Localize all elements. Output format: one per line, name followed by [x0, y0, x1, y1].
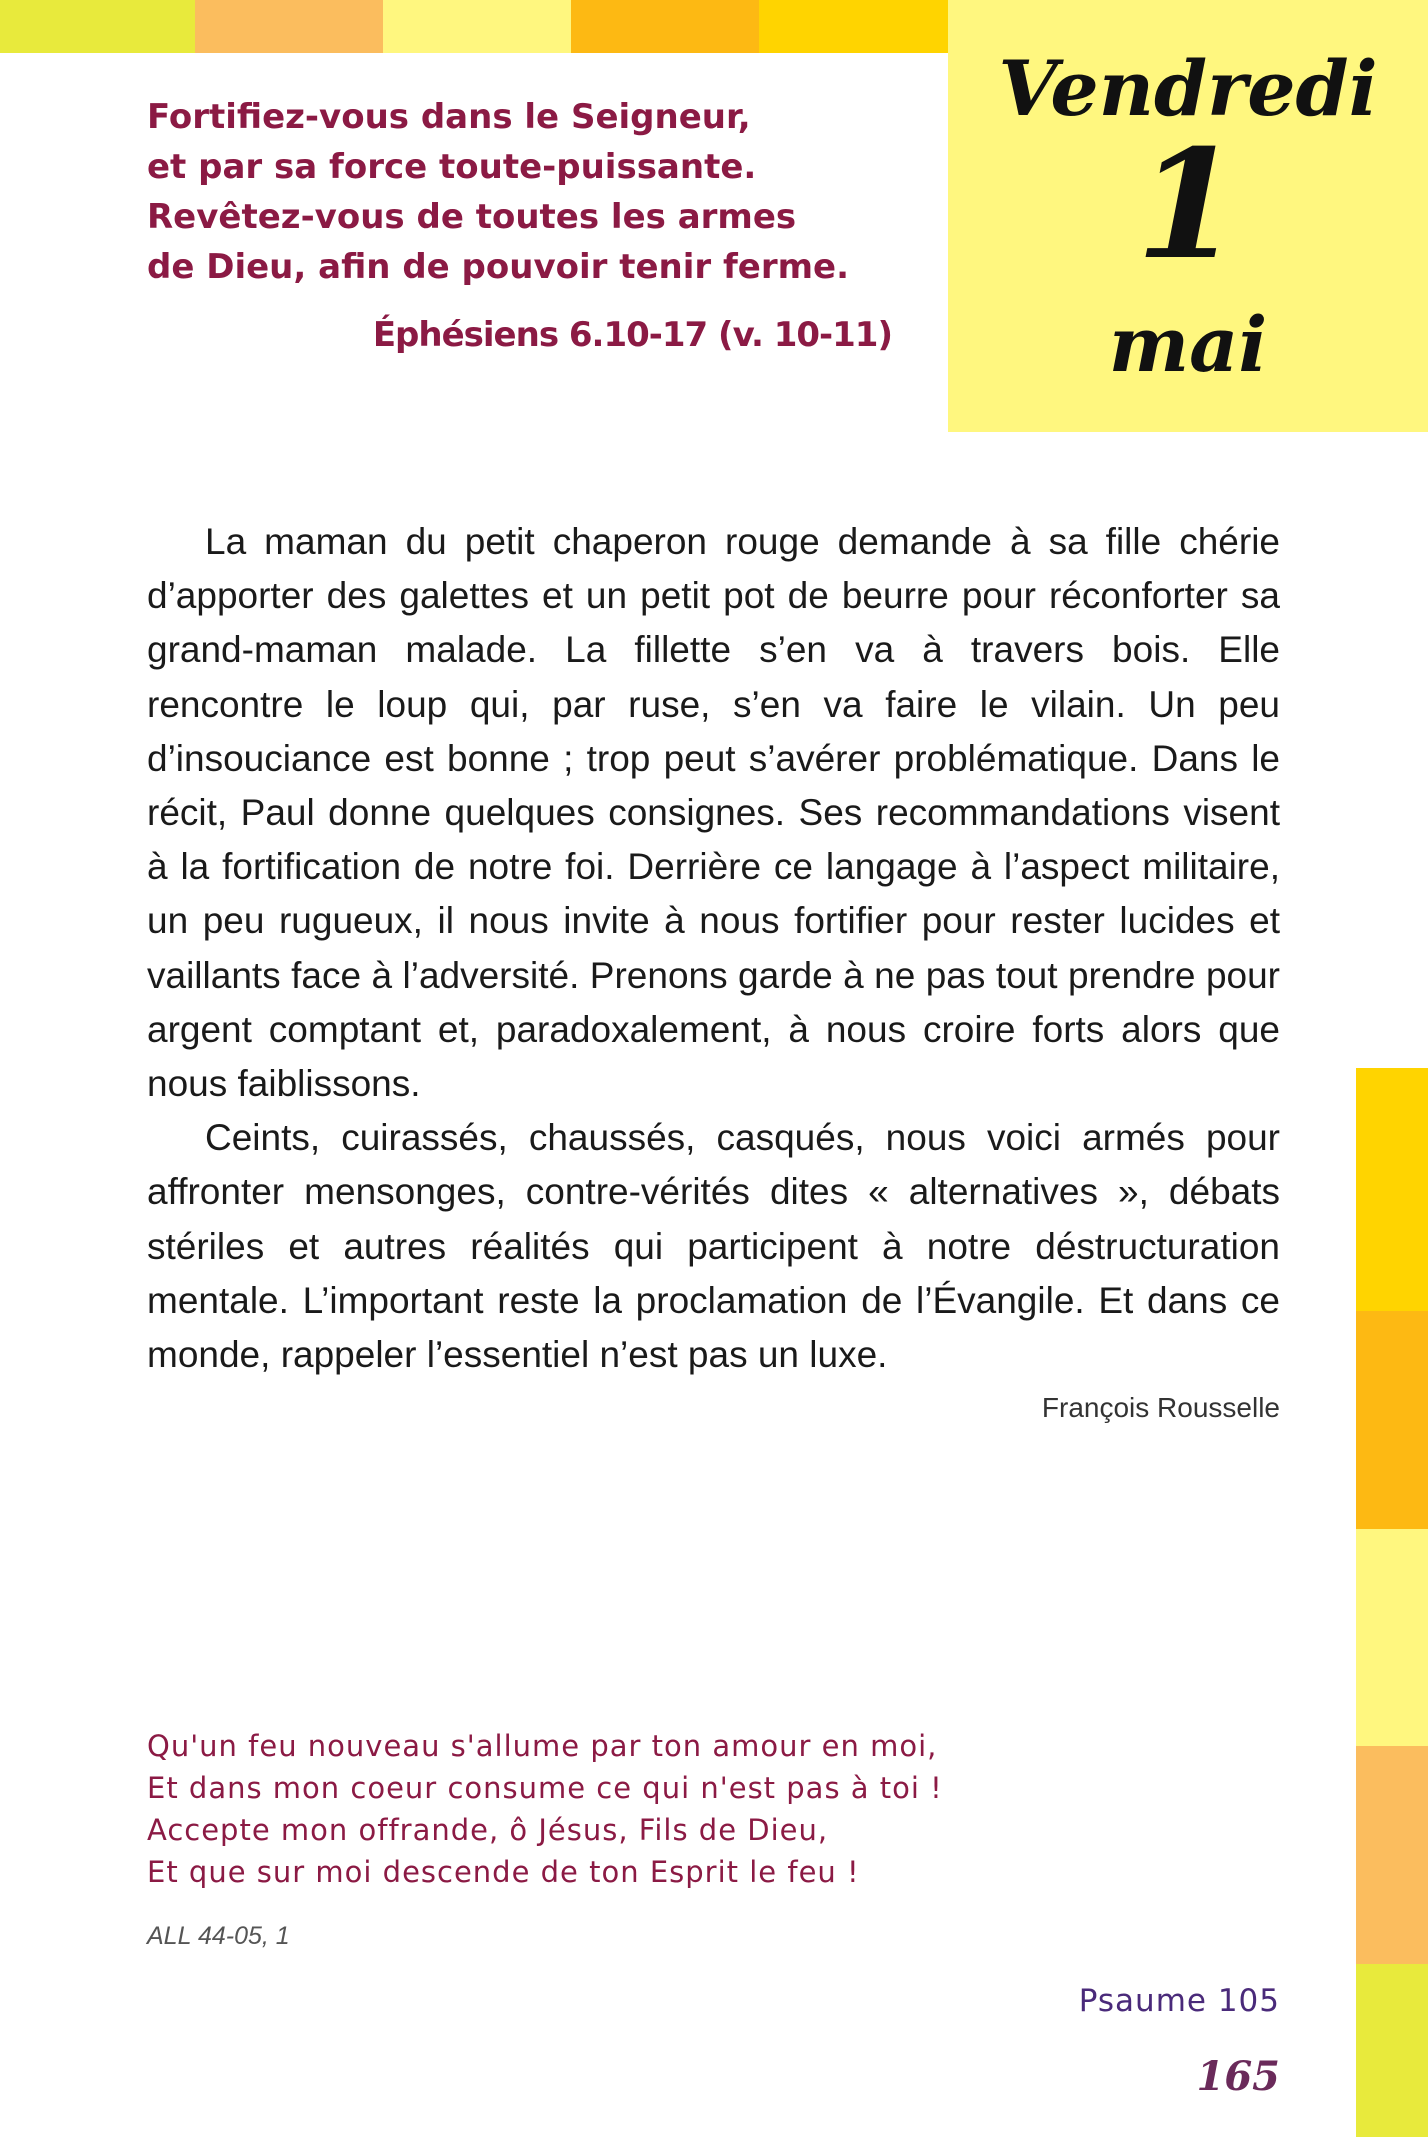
strip-segment [1356, 1964, 1428, 2137]
strip-segment [759, 0, 948, 53]
right-color-strip [1356, 1068, 1428, 2137]
date-box [948, 0, 1428, 432]
prayer-hymn [147, 1725, 1047, 1893]
strip-segment [1356, 1068, 1428, 1311]
date-weekday: Vendredi [998, 44, 1378, 133]
verse-line: Fortifiez-vous dans le Seigneur, [147, 97, 751, 137]
date-day: 1 [1135, 117, 1241, 293]
strip-segment [1356, 1746, 1428, 1964]
strip-segment [383, 0, 571, 53]
meditation-paragraph: La maman du petit chaperon rouge demande à sa fille chérie d’apporter des galettes et un petit pot de beurre pour réconforter sa grand-maman malade. La fillette s’en va à travers bois. Elle rencontre le loup qui, par ruse, s’en va faire le vilain. Un peu d’insouciance est bonne ; trop peut s’avérer problématique. Dans le récit, Paul donne quelques consignes. Ses recommandations visent à la fortification de notre foi. Derrière ce langage à l’aspect militaire, un peu rugueux, il nous invite à nous fortifier pour rester lucides et vaillants face à l’adversité. Prenons garde à ne pas tout prendre pour argent comptant et, paradoxalement, à nous croire forts alors que nous faiblissons. [147, 521, 1280, 1105]
verse-line: Revêtez-vous de toutes les armes [147, 197, 797, 237]
daily-reading: Psaume 105 [1078, 1983, 1280, 2019]
meditation-paragraph: Ceints, cuirassés, chaussés, casqués, nous voici armés pour affronter mensonges, contre-vérités dites « alternatives », débats stériles et autres réalités qui participent à notre déstructuration mentale. L’important reste la proclamation de l’Évangile. Et dans ce monde, rappeler l’essentiel n’est pas un luxe. [147, 1117, 1280, 1376]
top-color-strip [0, 0, 948, 53]
bible-verse [147, 92, 907, 292]
verse-line: et par sa force toute-puissante. [147, 147, 757, 187]
strip-segment [195, 0, 383, 53]
date-month: mai [1108, 300, 1268, 389]
page-number: 165 [1196, 2053, 1280, 2100]
strip-segment [1356, 1529, 1428, 1746]
strip-segment [571, 0, 759, 53]
prayer-line: Et dans mon coeur consume ce qui n'est pas à toi ! [147, 1771, 943, 1805]
prayer-line: Qu'un feu nouveau s'allume par ton amour en moi, [147, 1729, 938, 1763]
verse-line: de Dieu, afin de pouvoir tenir ferme. [147, 247, 850, 287]
verse-reference: Éphésiens 6.10-17 (v. 10-11) [372, 315, 892, 355]
prayer-line: Accepte mon offrande, ô Jésus, Fils de Dieu, [147, 1813, 829, 1847]
meditation-text [147, 515, 1280, 1382]
prayer-line: Et que sur moi descende de ton Esprit le feu ! [147, 1855, 860, 1889]
hymn-reference: ALL 44-05, 1 [147, 1922, 290, 1950]
strip-segment [0, 0, 195, 53]
author-name: François Rousselle [1041, 1392, 1280, 1423]
strip-segment [1356, 1311, 1428, 1529]
